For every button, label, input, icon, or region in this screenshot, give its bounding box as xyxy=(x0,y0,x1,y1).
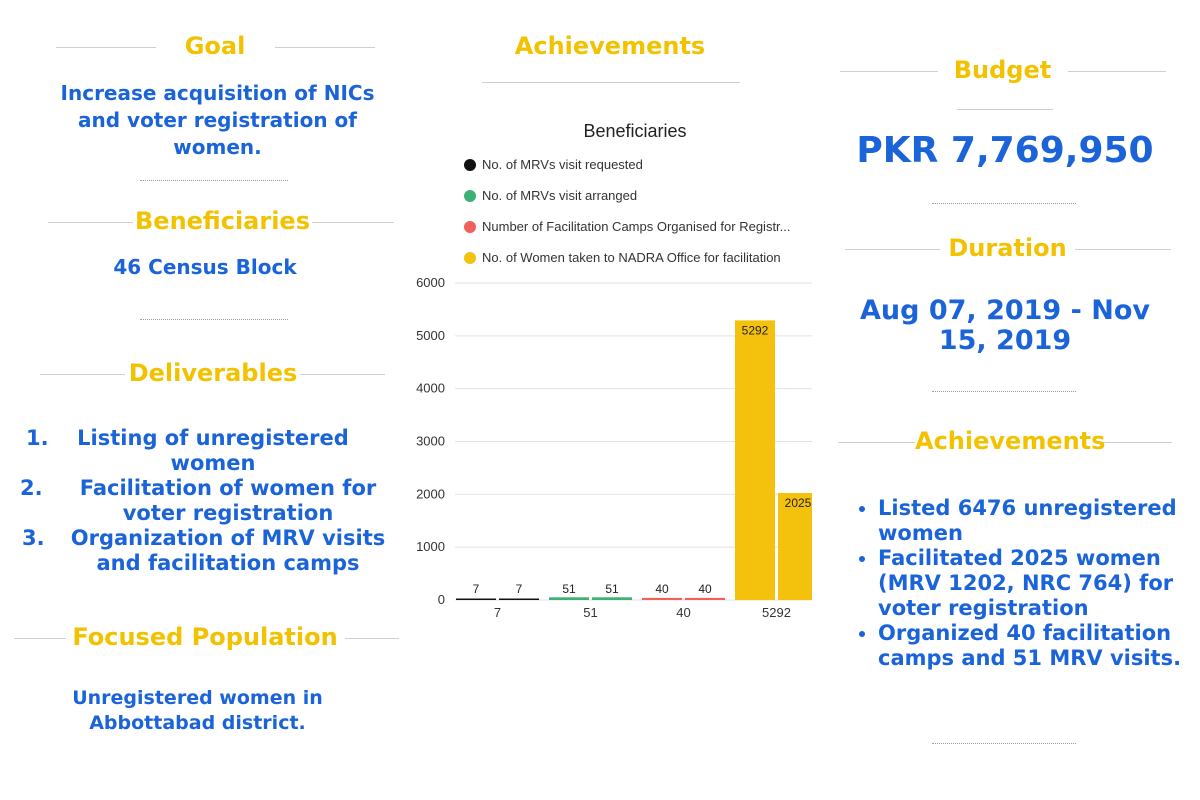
achievement-item: • Organized 40 facilitation camps and 51 MRV visits. xyxy=(878,621,1200,671)
data-label: 51 xyxy=(562,582,576,596)
data-label: 51 xyxy=(605,582,619,596)
x-tick-label: 51 xyxy=(583,605,598,620)
deliverables-list xyxy=(18,426,398,576)
focused-population-heading: Focused Population xyxy=(72,623,338,651)
legend-label: No. of MRVs visit arranged xyxy=(482,188,638,203)
focused-population-text: Unregistered women in Abbottabad district. xyxy=(72,687,323,734)
achievements-right-heading: Achievements xyxy=(915,427,1106,455)
x-tick-label: 7 xyxy=(493,605,502,620)
divider-line xyxy=(482,82,740,83)
y-tick-label: 3000 xyxy=(416,433,445,449)
divider-line xyxy=(40,374,125,375)
data-label: 2025 xyxy=(784,496,812,511)
deliverable-item xyxy=(18,426,398,476)
dotted-divider xyxy=(932,743,1076,744)
deliverable-text: Listing of unregistered women xyxy=(77,426,349,475)
y-tick-label: 0 xyxy=(437,592,445,607)
divider-line xyxy=(840,71,938,72)
bar xyxy=(642,598,682,600)
bar xyxy=(499,599,539,601)
data-label: 40 xyxy=(655,582,669,596)
y-tick-label: 2000 xyxy=(416,486,445,502)
deliverable-text: Facilitation of women for voter registration xyxy=(79,476,377,525)
achievements-heading: Achievements xyxy=(514,32,706,60)
data-label: 40 xyxy=(698,582,712,596)
divider-line xyxy=(345,638,399,639)
deliverable-item xyxy=(18,526,398,576)
duration-heading: Duration xyxy=(948,234,1067,262)
achievement-item: • Facilitated 2025 women (MRV 1202, NRC 764) for voter registration xyxy=(878,546,1200,621)
budget-value: PKR 7,769,950 xyxy=(856,130,1154,171)
deliverables-heading: Deliverables xyxy=(128,359,298,387)
legend-label: No. of MRVs visit requested xyxy=(482,157,643,172)
divider-line xyxy=(300,374,385,375)
bar xyxy=(549,597,589,600)
y-tick-label: 6000 xyxy=(416,275,445,290)
legend-label: No. of Women taken to NADRA Office for facilitation xyxy=(482,250,781,265)
list-number: 3. xyxy=(22,526,45,550)
chart-bars xyxy=(456,320,812,600)
y-axis xyxy=(416,275,445,607)
divider-line xyxy=(275,47,375,48)
y-tick-label: 1000 xyxy=(416,539,445,555)
divider-line xyxy=(957,109,1053,110)
dotted-divider xyxy=(932,203,1076,204)
divider-line xyxy=(845,249,940,250)
list-number: 2. xyxy=(20,476,43,500)
x-axis xyxy=(494,605,791,620)
dotted-divider xyxy=(140,180,288,181)
list-number: 1. xyxy=(26,426,49,450)
deliverable-text: Organization of MRV visits and facilitation camps xyxy=(70,526,386,575)
bar xyxy=(456,599,496,601)
bar xyxy=(735,320,775,600)
divider-line xyxy=(1068,71,1166,72)
bar xyxy=(685,598,725,600)
data-label: 5292 xyxy=(741,323,769,338)
legend-marker xyxy=(464,159,476,171)
x-tick-label: 40 xyxy=(676,605,691,620)
beneficiaries-chart xyxy=(400,110,812,635)
divider-line xyxy=(312,222,394,223)
achievements-list xyxy=(856,496,1200,671)
divider-line xyxy=(1075,249,1171,250)
dotted-divider xyxy=(932,391,1076,392)
legend-label: Number of Facilitation Camps Organised for Registr... xyxy=(482,219,791,234)
chart-title: Beneficiaries xyxy=(583,121,687,141)
legend-marker xyxy=(464,252,476,264)
divider-line xyxy=(14,638,66,639)
data-label: 7 xyxy=(472,582,480,596)
divider-line xyxy=(56,47,156,48)
legend-marker xyxy=(464,190,476,202)
achievement-item: • Listed 6476 unregistered women xyxy=(878,496,1200,546)
budget-heading: Budget xyxy=(953,56,1052,84)
chart-legend xyxy=(464,157,791,265)
y-tick-label: 5000 xyxy=(416,327,445,343)
divider-line xyxy=(48,222,133,223)
deliverable-item xyxy=(18,476,398,526)
goal-text: Increase acquisition of NICs and voter registration of women. xyxy=(60,81,375,159)
beneficiaries-text: 46 Census Block xyxy=(113,255,297,279)
beneficiaries-heading: Beneficiaries xyxy=(135,207,310,235)
dotted-divider xyxy=(140,319,288,320)
bar xyxy=(592,597,632,600)
data-label: 7 xyxy=(515,582,523,596)
y-tick-label: 4000 xyxy=(416,380,445,396)
x-tick-label: 5292 xyxy=(762,605,791,620)
goal-heading: Goal xyxy=(184,32,246,60)
duration-value: Aug 07, 2019 - Nov 15, 2019 xyxy=(860,295,1150,356)
legend-marker xyxy=(464,221,476,233)
